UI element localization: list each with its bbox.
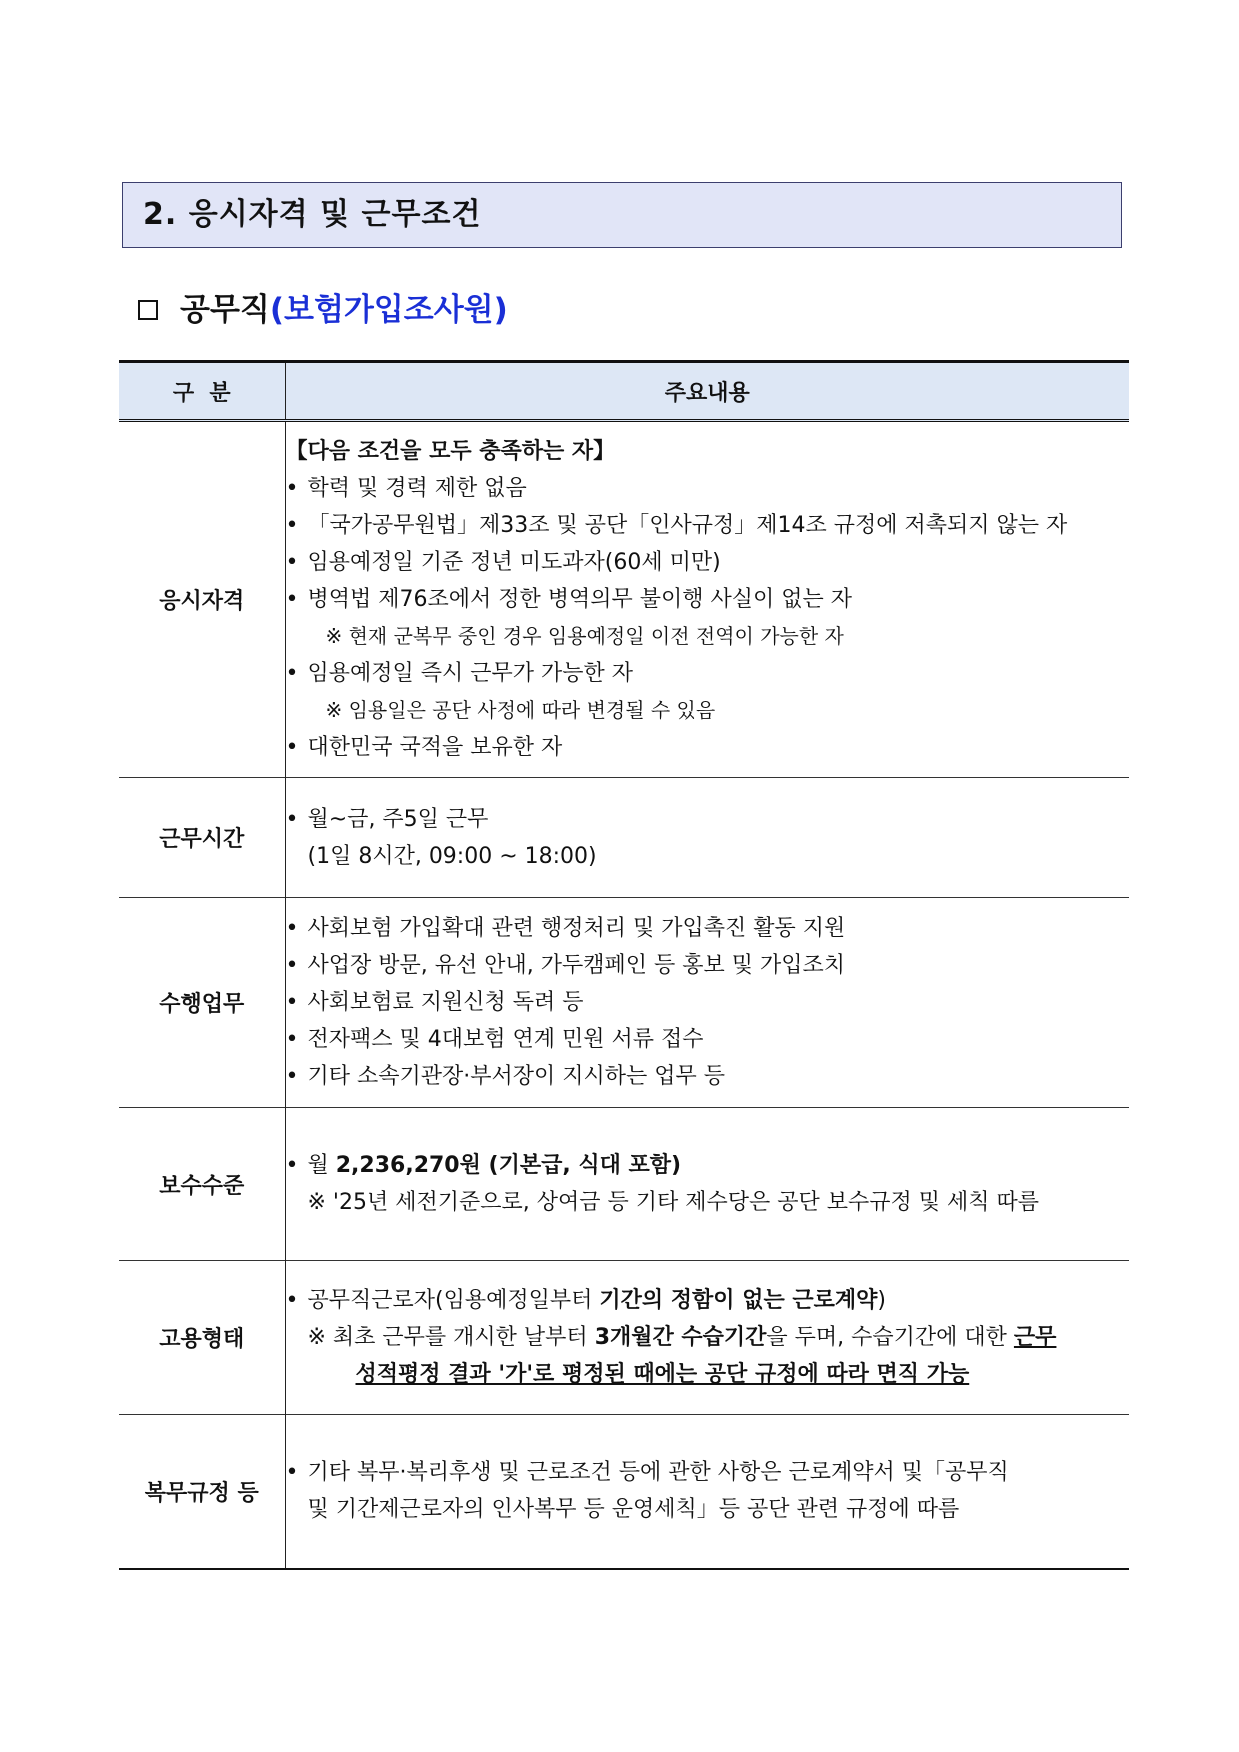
row-label-hours: 근무시간 (119, 778, 285, 898)
list-item: • 사업장 방문, 유선 안내, 가두캠페인 등 홍보 및 가입조치 (286, 947, 1130, 984)
qualification-content (285, 421, 1129, 778)
service-content (285, 1415, 1129, 1569)
employment-pre: 공무직근로자(임용예정일부터 (307, 1288, 600, 1313)
note: ※ '25년 세전기준으로, 상여금 등 기타 제수당은 공단 보수규정 및 세칙 따름 (307, 1190, 1039, 1215)
list-item: • 학력 및 경력 제한 없음 (286, 470, 1130, 507)
list-item: • 사회보험 가입확대 관련 행정처리 및 가입촉진 활동 지원 (286, 910, 1130, 947)
header-category: 구 분 (119, 362, 285, 421)
row-label-pay: 보수수준 (119, 1108, 285, 1261)
row-label-duties: 수행업무 (119, 898, 285, 1108)
conditions-table (119, 360, 1129, 1570)
list-item (286, 1147, 1130, 1184)
list-item: • 임용예정일 기준 정년 미도과자(60세 미만) (286, 544, 1130, 581)
table-row (119, 1261, 1129, 1415)
row-label-employment: 고용형태 (119, 1261, 285, 1415)
list-item: • 기타 복무·복리후생 및 근로조건 등에 관한 사항은 근로계약서 및「공무직 (286, 1454, 1130, 1491)
pay-content (285, 1108, 1129, 1261)
employment-note-underline: 근무 (1013, 1325, 1057, 1350)
table-row (119, 778, 1129, 898)
pay-prefix: 월 (307, 1153, 336, 1178)
section-title: 2. 응시자격 및 근무조건 (122, 182, 1122, 248)
table-row (119, 898, 1129, 1108)
list-item: • 전자팩스 및 4대보험 연계 민원 서류 접수 (286, 1021, 1130, 1058)
employment-note-bold: 3개월간 수습기간 (594, 1325, 767, 1350)
table-header-row (119, 362, 1129, 421)
list-item: • 「국가공무원법」제33조 및 공단「인사규정」제14조 규정에 저촉되지 않는 자 (286, 507, 1130, 544)
note (286, 1319, 1130, 1356)
sub-title (138, 285, 508, 335)
table-row (119, 1415, 1129, 1569)
sub-title-prefix: 공무직 (180, 292, 270, 328)
list-item: • 기타 소속기관장·부서장이 지시하는 업무 등 (286, 1058, 1130, 1095)
note: ※ 임용일은 공단 사정에 따라 변경될 수 있음 (325, 698, 716, 722)
list-item: • 대한민국 국적을 보유한 자 (286, 729, 1130, 766)
service-line-2: 및 기간제근로자의 인사복무 등 운영세칙」등 공단 관련 규정에 따름 (307, 1497, 960, 1523)
employment-post: ) (877, 1288, 886, 1313)
list-item: • 병역법 제76조에서 정한 병역의무 불이행 사실이 없는 자 (286, 581, 1130, 618)
header-content: 주요내용 (285, 362, 1129, 421)
employment-bold: 기간의 정함이 없는 근로계약 (599, 1288, 878, 1313)
pay-amount: 2,236,270원 (335, 1153, 481, 1178)
note: ※ 현재 군복무 중인 경우 임용예정일 이전 전역이 가능한 자 (325, 624, 844, 648)
table-row (119, 421, 1129, 778)
list-item (286, 1282, 1130, 1319)
employment-content (285, 1261, 1129, 1415)
qualification-lead: 【다음 조건을 모두 충족하는 자】 (285, 439, 616, 464)
table-row (119, 1108, 1129, 1261)
list-item: • 사회보험료 지원신청 독려 등 (286, 984, 1130, 1021)
employment-note-mid: 을 두며, 수습기간에 대한 (766, 1325, 1014, 1350)
pay-suffix: (기본급, 식대 포함) (480, 1153, 682, 1178)
hours-detail: (1일 8시간, 09:00 ~ 18:00) (307, 843, 597, 869)
list-item: • 월~금, 주5일 근무 (286, 801, 1130, 838)
sub-title-highlight: (보험가입조사원) (269, 292, 508, 328)
employment-note-underline-2: 성적평정 결과 '가'로 평정된 때에는 공단 규정에 따라 면직 가능 (355, 1362, 970, 1387)
hours-content (285, 778, 1129, 898)
employment-note-pre: ※ 최초 근무를 개시한 날부터 (307, 1325, 595, 1350)
list-item: • 임용예정일 즉시 근무가 가능한 자 (286, 655, 1130, 692)
checkbox-icon (138, 300, 158, 320)
row-label-service: 복무규정 등 (119, 1415, 285, 1569)
row-label-qualification: 응시자격 (119, 421, 285, 778)
duties-content (285, 898, 1129, 1108)
